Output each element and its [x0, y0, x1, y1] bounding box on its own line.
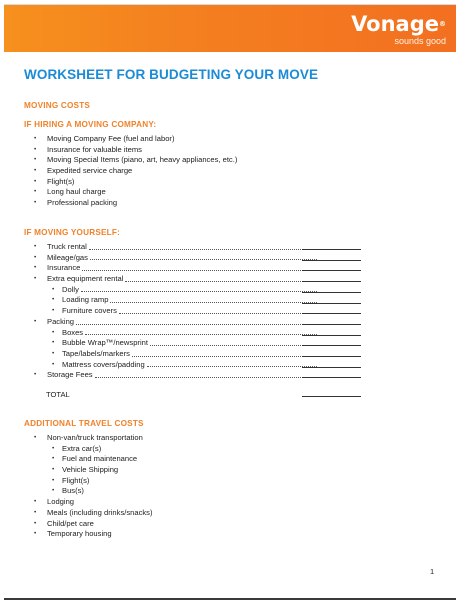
bullet-icon: •: [34, 519, 37, 527]
list-item: [24, 370, 320, 381]
dot-leader: [95, 376, 317, 378]
dotted-row: [62, 328, 320, 339]
item-label: Insurance: [47, 263, 81, 273]
dot-leader: [132, 355, 317, 357]
page-title: WORKSHEET FOR BUDGETING YOUR MOVE: [24, 67, 319, 82]
item-label: Non-van/truck transportation: [47, 433, 143, 442]
list-item: [24, 317, 320, 328]
dotted-row: [47, 317, 320, 328]
item-label: Expedited service charge: [47, 166, 133, 176]
dotted-row: [62, 360, 320, 371]
item-label: Tape/labels/markers: [62, 348, 130, 358]
amount-blank[interactable]: [302, 313, 361, 314]
bullet-icon: •: [52, 296, 55, 304]
dotted-row: [47, 263, 320, 274]
dot-leader: [89, 248, 317, 250]
list-item: [24, 242, 320, 253]
bullet-icon: •: [34, 156, 37, 164]
list-item: [24, 177, 237, 188]
dot-leader: [76, 323, 317, 325]
list-item: [24, 529, 153, 540]
list-item: [24, 306, 320, 317]
dotted-row: [62, 306, 320, 317]
item-label: Professional packing: [47, 198, 118, 208]
bullet-icon: •: [52, 444, 55, 452]
logo-wordmark: [351, 13, 446, 35]
dot-leader: [119, 312, 317, 314]
item-label: Flight(s): [47, 176, 75, 186]
total-blank[interactable]: [302, 396, 361, 397]
dotted-row: [47, 274, 320, 285]
bullet-icon: •: [52, 476, 55, 484]
item-label: Furniture covers: [62, 306, 117, 316]
bullet-icon: •: [52, 349, 55, 357]
dot-leader: [125, 280, 317, 282]
list-item: [24, 155, 237, 166]
amount-blank[interactable]: [302, 260, 361, 261]
header-band: [4, 5, 456, 52]
bullet-icon: •: [52, 307, 55, 315]
item-label: Dolly: [62, 284, 79, 294]
dotted-row: [62, 295, 320, 306]
bullet-icon: •: [34, 371, 37, 379]
list-item: [24, 253, 320, 264]
dot-leader: [110, 301, 317, 303]
additional-travel-list: [24, 433, 153, 540]
logo-registered-mark: ®: [439, 20, 446, 28]
bullet-icon: •: [52, 455, 55, 463]
item-label: Mileage/gas: [47, 252, 88, 262]
bullet-icon: •: [34, 498, 37, 506]
dot-leader: [150, 344, 317, 346]
moving-costs-heading: MOVING COSTS: [24, 101, 91, 110]
bullet-icon: •: [34, 188, 37, 196]
additional-travel-heading: ADDITIONAL TRAVEL COSTS: [24, 419, 144, 428]
list-item: [24, 328, 320, 339]
bullet-icon: •: [34, 275, 37, 283]
item-label: Insurance for valuable items: [47, 144, 142, 154]
moving-yourself-heading: IF MOVING YOURSELF:: [24, 228, 120, 237]
list-item: [24, 285, 320, 296]
list-item: [24, 134, 237, 145]
dot-leader: [81, 290, 317, 292]
item-label: Extra car(s): [62, 443, 102, 453]
list-item: [24, 433, 153, 444]
item-label: Truck rental: [47, 242, 87, 251]
bullet-icon: •: [52, 487, 55, 495]
item-label: Temporary housing: [47, 529, 112, 539]
item-label: Vehicle Shipping: [62, 465, 119, 475]
amount-blank[interactable]: [302, 345, 361, 346]
bullet-icon: •: [34, 177, 37, 185]
total-label: TOTAL: [46, 390, 70, 399]
item-label: Storage Fees: [47, 370, 93, 380]
amount-blank[interactable]: [302, 303, 361, 304]
bullet-icon: •: [34, 434, 37, 441]
amount-blank[interactable]: [302, 356, 361, 357]
list-item: [24, 349, 320, 360]
bullet-icon: •: [52, 360, 55, 368]
moving-yourself-list: [24, 242, 320, 381]
dotted-row: [47, 370, 320, 381]
item-label: Long haul charge: [47, 187, 106, 197]
page-number: 1: [430, 567, 435, 576]
item-label: Extra equipment rental: [47, 274, 124, 284]
item-label: Child/pet care: [47, 518, 94, 528]
bullet-icon: •: [34, 135, 37, 142]
list-item: [24, 145, 237, 156]
bullet-icon: •: [34, 253, 37, 261]
logo-name: Vonage: [351, 12, 439, 36]
list-item: [24, 198, 237, 209]
item-label: Boxes: [62, 327, 84, 337]
bullet-icon: •: [34, 508, 37, 516]
item-label: Flight(s): [62, 475, 90, 485]
dotted-row: [47, 242, 320, 253]
list-item: [24, 338, 320, 349]
bullet-icon: •: [34, 317, 37, 325]
list-item: [24, 454, 153, 465]
item-label: Mattress covers/padding: [62, 359, 145, 369]
bullet-icon: •: [52, 466, 55, 474]
amount-blank[interactable]: [302, 292, 361, 293]
vonage-logo: [351, 13, 446, 46]
dot-leader: [90, 258, 317, 260]
amount-blank[interactable]: [302, 281, 361, 282]
bullet-icon: •: [52, 328, 55, 336]
bullet-icon: •: [52, 285, 55, 293]
list-item: [24, 508, 153, 519]
amount-blank[interactable]: [302, 367, 361, 368]
item-label: Moving Special Items (piano, art, heavy appliances, etc.): [47, 155, 238, 165]
list-item: [24, 274, 320, 285]
bullet-icon: •: [34, 530, 37, 538]
bullet-icon: •: [52, 339, 55, 347]
list-item: [24, 263, 320, 274]
list-item: [24, 486, 153, 497]
amount-blank[interactable]: [302, 335, 361, 336]
dotted-row: [62, 285, 320, 296]
item-label: Packing: [47, 316, 75, 326]
logo-tagline: sounds good: [394, 36, 446, 46]
item-label: Bus(s): [62, 486, 84, 496]
item-label: Loading ramp: [62, 295, 109, 305]
list-item: [24, 465, 153, 476]
dotted-row: [47, 253, 320, 264]
dotted-row: [62, 338, 320, 349]
list-item: [24, 497, 153, 508]
list-item: [24, 360, 320, 371]
list-item: [24, 295, 320, 306]
bullet-icon: •: [34, 243, 37, 250]
item-label: Bubble Wrap™/newsprint: [62, 338, 148, 348]
bullet-icon: •: [34, 167, 37, 175]
item-label: Moving Company Fee (fuel and labor): [47, 134, 175, 143]
moving-company-heading: IF HIRING A MOVING COMPANY:: [24, 120, 157, 129]
moving-company-list: [24, 134, 237, 209]
list-item: [24, 519, 153, 530]
amount-blank[interactable]: [302, 377, 361, 378]
bullet-icon: •: [34, 199, 37, 207]
list-item: [24, 444, 153, 455]
bullet-icon: •: [34, 145, 37, 153]
dotted-row: [62, 349, 320, 360]
dot-leader: [82, 269, 317, 271]
dot-leader: [85, 333, 317, 335]
bottom-rule: [4, 598, 456, 600]
item-label: Meals (including drinks/snacks): [47, 507, 153, 517]
dot-leader: [147, 365, 317, 367]
amount-blank[interactable]: [302, 324, 361, 325]
amount-blank[interactable]: [302, 270, 361, 271]
amount-blank[interactable]: [302, 249, 361, 250]
list-item: [24, 166, 237, 177]
item-label: Lodging: [47, 497, 75, 507]
item-label: Fuel and maintenance: [62, 454, 138, 464]
bullet-icon: •: [34, 264, 37, 272]
list-item: [24, 187, 237, 198]
list-item: [24, 476, 153, 487]
